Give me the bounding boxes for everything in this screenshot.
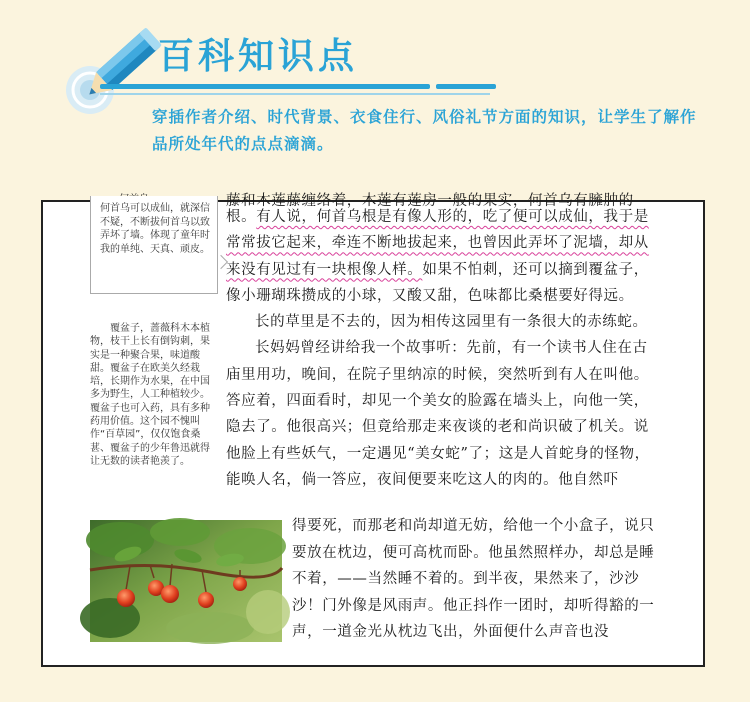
main-text-lower: 得要死，而那老和尚却道无妨，给他一个小盒子，说只要放在枕边，便可高枕而卧。他虽然照样办，却总是睡不着，——当然睡不着的。到半夜，果然来了，沙沙沙！门外像是风雨声。他正抖作一团时，却听得豁的一声，一道金光从枕边飞出，外面便什么声音也没 (292, 518, 655, 640)
paragraph-1-start: 根。 (226, 209, 257, 225)
raspberry-photo (90, 520, 282, 642)
title-underline-short (436, 84, 496, 89)
page-title: 百科知识点 (158, 36, 359, 77)
header (0, 0, 750, 200)
annotation-he-shou-wu: 何首乌可以成仙，就深信不疑，不断拔何首乌以致弄坏了墙。体现了童年时我的单纯、天真、顽皮。 (90, 196, 218, 294)
paragraph-3: 长妈妈曾经讲给我一个故事听：先前，有一个读书人住在古庙里用功，晚间，在院子里纳凉的时候，突然听到有人在叫他。答应着，四面看时，却见一个美女的脸露在墙头上，向他一笑，隐去了。他很高兴；但竟给那走来夜谈的老和尚识破了机关。说他脸上有些妖气，一定遇见“美女蛇”了；这是人首蛇身的怪物，能唤人名，倘一答应，夜间便要来吃这人的肉的。他自然吓 (226, 340, 650, 488)
book-page (41, 193, 705, 667)
clipped-top-line: 藤和木莲藤缠络着，木莲有莲房一般的果实，何首乌有臃肿的 (226, 193, 634, 209)
main-text-upper (226, 204, 658, 493)
title-underline (100, 84, 430, 89)
subtitle: 穿插作者介绍、时代背景、衣食住行、风俗礼节方面的知识，让学生了解作品所处年代的点点滴滴。 (152, 108, 697, 153)
paragraph-1-end: 如果不怕刺，还可以摘到覆盆子，像小珊瑚珠攒成的小球，又酸又甜，色味都比桑椹要好得远。 (226, 261, 649, 304)
paragraph-2: 长的草里是不去的，因为相传这园里有一条很大的赤练蛇。 (255, 314, 648, 331)
title-underline-thin (100, 93, 490, 95)
paragraph-1 (226, 204, 658, 309)
wavy-underlined-passage: 有人说，何首乌根是有像人形的，吃了便可以成仙，我于是常常拔它起来，牵连不断地拔起来，也曾因此弄坏了泥墙，却从来没有见过有一块根像人样。 (226, 209, 649, 278)
annotation-fu-pen-zi: 覆盆子，蔷薇科木本植物，枝干上长有倒钩刺，果实是一种聚合果，味道酸甜。覆盆子在欧美久经栽培，长期作为水果，在中国多为野生，人工种植较少。覆盆子也可入药，具有多种药用价值。这个园不愧叫作“百草园”，仅仅饱食桑葚、覆盆子的少年鲁迅就得让无数的读者艳羡了。 (90, 323, 210, 467)
